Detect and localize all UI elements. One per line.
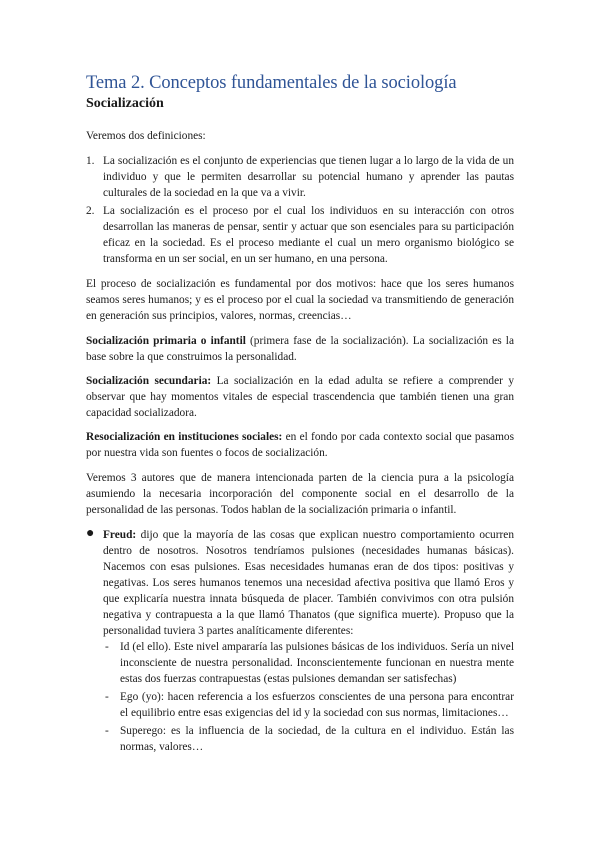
term-label: Socialización secundaria: — [86, 375, 212, 387]
term-text: (primera fase de la socialización). La socialización es la base sobre la que construimos la personalidad. — [86, 335, 514, 363]
definition-text: La socialización es el proceso por el cual los individuos en su interacción con otros desarrollan las maneras de pensar, sentir y actuar que son esenciales para su participación eficaz en la sociedad. Es el proceso mediante el cual un mero organismo biológico se transforma en un ser social, en un ser humano, en una persona. — [103, 205, 514, 265]
authors-intro-paragraph: Veremos 3 autores que de manera intencionada parten de la ciencia pura a la psicología asumiendo la necesaria incorporación del componente social en el desarrollo de la personalidad de las personas. Todos hablan de la socialización primaria o infantil. — [86, 472, 514, 516]
definition-text: La socialización es el conjunto de experiencias que tienen lugar a lo largo de la vida de un individuo y que le permiten desarrollar su potencial humano y aprender las pautas culturales de la sociedad en la que va a vivir. — [103, 155, 514, 199]
term-text: La socialización en la edad adulta se refiere a comprender y observar que hay momentos vitales de especial trascendencia que también tienen una gran capacidad socializadora. — [86, 375, 514, 419]
part-text: Id (el ello). Este nivel ampararía las pulsiones básicas de los individuos. Sería un nivel inconsciente de nuestra personalidad. Inconscientemente funcionan en nuestra mente estas dos fuerzas contrapuestas (estas pulsiones demandan ser satisfechas) — [120, 641, 514, 685]
definition-item — [86, 153, 514, 201]
dash-marker: - — [105, 641, 109, 653]
page-title: Tema 2. Conceptos fundamentales de la sociología — [86, 73, 457, 93]
list-number: 2. — [86, 205, 95, 217]
list-item — [103, 723, 514, 755]
part-text: Superego: es la influencia de la sociedad, de la cultura en el individuo. Están las normas, valores… — [120, 725, 514, 753]
authors-list — [86, 527, 514, 755]
term-label: Socialización primaria o infantil — [86, 335, 246, 347]
part-text: Ego (yo): hacen referencia a los esfuerzos conscientes de una persona para encontrar el equilibrio entre esas exigencias del id y la sociedad con sus normas, limitaciones… — [120, 691, 514, 719]
page-content — [86, 72, 514, 757]
dash-marker: - — [105, 691, 109, 703]
intro-text: Veremos dos definiciones: — [86, 130, 206, 142]
dash-marker: - — [105, 725, 109, 737]
section-heading: Socialización — [86, 96, 164, 111]
term-text: en el fondo por cada contexto social que pasamos por nuestra vida son fuentes o focos de socialización. — [86, 431, 514, 459]
definitions-list — [86, 153, 514, 267]
process-paragraph: El proceso de socialización es fundamental por dos motivos: hace que los seres humanos seamos seres humanos; y es el proceso por el cual la sociedad va transmitiendo de generación en generación sus principios, valores, normas, creencias… — [86, 278, 514, 322]
author-item-freud — [86, 527, 514, 755]
term-label: Resocialización en instituciones sociales: — [86, 431, 283, 443]
list-item — [103, 689, 514, 721]
definition-item — [86, 203, 514, 267]
list-item — [103, 639, 514, 687]
personality-parts-list — [103, 639, 514, 755]
secondary-socialization-paragraph — [86, 373, 514, 421]
author-text: dijo que la mayoría de las cosas que explican nuestro comportamiento ocurren dentro de nosotros. Nosotros tendríamos pulsiones (necesidades humanas básicas). Nacemos con esas pulsiones. Esas necesidades humanas eran de dos tipos: positivas y negativas. Los seres humanos tenemos una necesidad afectiva positiva que llamó Eros y que explicaría nuestra innata búsqueda de placer. También convivimos con otra pulsión negativa y contrapuesta a la que llamó Thanatos (que significa muerte). Propuso que la personalidad tuviera 3 partes analíticamente diferentes: — [103, 529, 514, 637]
resocialization-paragraph — [86, 429, 514, 461]
list-number: 1. — [86, 155, 95, 167]
author-name: Freud: — [103, 529, 137, 541]
primary-socialization-paragraph — [86, 333, 514, 365]
bullet-icon: ● — [86, 526, 95, 541]
